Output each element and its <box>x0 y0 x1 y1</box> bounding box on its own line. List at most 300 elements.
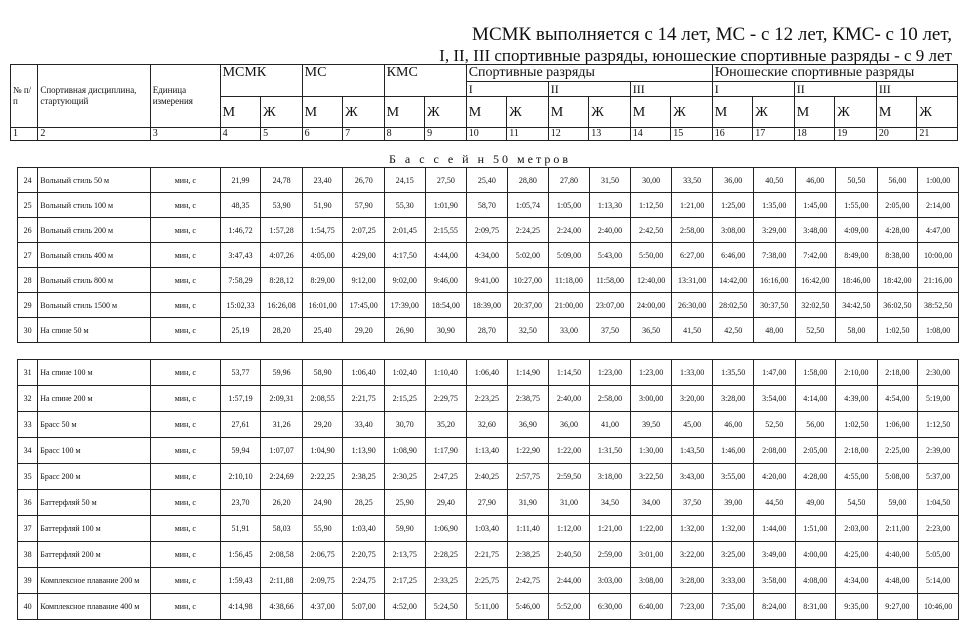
table-row <box>18 243 959 268</box>
value-cell: 36,00 <box>549 412 590 438</box>
column-number: 21 <box>917 128 958 141</box>
value-cell: 1:55,00 <box>836 193 878 218</box>
value-cell: 4:08,00 <box>795 568 836 594</box>
value-cell: 36:02,50 <box>877 293 918 318</box>
value-cell: 44,50 <box>753 490 795 516</box>
value-cell: 9:27,00 <box>877 594 918 620</box>
value-cell: 2:24,00 <box>549 218 590 243</box>
value-cell: 8:24,00 <box>753 594 795 620</box>
value-cell: 48,35 <box>220 193 261 218</box>
value-cell: 1:22,00 <box>549 438 590 464</box>
value-cell: 2:25,75 <box>467 568 508 594</box>
value-cell: 10:00,00 <box>918 243 959 268</box>
discipline-cell: Вольный стиль 50 м <box>38 168 151 193</box>
value-cell: 16:01,00 <box>302 293 343 318</box>
value-cell: 1:46,00 <box>713 438 754 464</box>
value-cell: 2:24,75 <box>343 568 385 594</box>
value-cell: 1:10,40 <box>425 360 467 386</box>
value-cell: 5:43,00 <box>589 243 631 268</box>
value-cell: 46,00 <box>713 412 754 438</box>
column-number: 11 <box>507 128 549 141</box>
value-cell: 2:08,58 <box>261 542 303 568</box>
value-cell: 13:31,00 <box>671 268 713 293</box>
value-cell: 9:35,00 <box>836 594 878 620</box>
value-cell: 26,70 <box>343 168 385 193</box>
value-cell: 2:07,25 <box>343 218 385 243</box>
discipline-cell: На спине 100 м <box>38 360 151 386</box>
gender-w-header: Ж <box>671 97 713 128</box>
value-cell: 16:16,00 <box>753 268 795 293</box>
value-cell: 36,50 <box>631 318 672 343</box>
value-cell: 9:46,00 <box>425 268 467 293</box>
value-cell: 1:06,90 <box>425 516 467 542</box>
discipline-cell: Брасс 50 м <box>38 412 151 438</box>
value-cell: 5:05,00 <box>918 542 959 568</box>
value-cell: 3:03,00 <box>589 568 631 594</box>
value-cell: 33,40 <box>343 412 385 438</box>
results-table-b <box>17 359 959 620</box>
value-cell: 54,50 <box>836 490 878 516</box>
value-cell: 12:40,00 <box>631 268 672 293</box>
value-cell: 1:08,00 <box>918 318 959 343</box>
value-cell: 4:52,00 <box>384 594 425 620</box>
table-row <box>18 594 959 620</box>
value-cell: 29,20 <box>302 412 343 438</box>
table-row <box>18 464 959 490</box>
value-cell: 1:51,00 <box>795 516 836 542</box>
value-cell: 1:31,50 <box>589 438 631 464</box>
value-cell: 4:17,50 <box>384 243 425 268</box>
value-cell: 1:44,00 <box>753 516 795 542</box>
gender-w-header: Ж <box>261 97 303 128</box>
value-cell: 1:11,40 <box>507 516 549 542</box>
value-cell: 1:22,90 <box>507 438 549 464</box>
table-row <box>18 360 959 386</box>
value-cell: 5:46,00 <box>507 594 549 620</box>
value-cell: 5:02,00 <box>507 243 549 268</box>
value-cell: 1:57,28 <box>261 218 303 243</box>
row-number: 37 <box>18 516 38 542</box>
value-cell: 41,00 <box>589 412 631 438</box>
value-cell: 28,25 <box>343 490 385 516</box>
discipline-cell: Вольный стиль 400 м <box>38 243 151 268</box>
gender-m-header: М <box>794 97 835 128</box>
value-cell: 23,40 <box>302 168 343 193</box>
discipline-cell: Комплексное плавание 400 м <box>38 594 151 620</box>
gender-w-header: Ж <box>343 97 385 128</box>
value-cell: 4:28,00 <box>795 464 836 490</box>
gender-w-header: Ж <box>753 97 795 128</box>
value-cell: 1:23,00 <box>631 360 672 386</box>
value-cell: 10:27,00 <box>507 268 549 293</box>
value-cell: 50,50 <box>836 168 878 193</box>
value-cell: 21:00,00 <box>549 293 590 318</box>
youth-rank-1: I <box>712 82 794 97</box>
value-cell: 2:57,75 <box>507 464 549 490</box>
value-cell: 2:40,00 <box>549 386 590 412</box>
value-cell: 40,50 <box>753 168 795 193</box>
column-number: 8 <box>384 128 425 141</box>
value-cell: 1:35,00 <box>753 193 795 218</box>
unit-cell: мин, с <box>150 464 220 490</box>
value-cell: 1:25,00 <box>713 193 754 218</box>
discipline-cell: Вольный стиль 800 м <box>38 268 151 293</box>
value-cell: 2:09,31 <box>261 386 303 412</box>
value-cell: 5:09,00 <box>549 243 590 268</box>
column-number: 10 <box>466 128 507 141</box>
discipline-cell: Вольный стиль 200 м <box>38 218 151 243</box>
discipline-cell: Вольный стиль 1500 м <box>38 293 151 318</box>
value-cell: 3:43,00 <box>671 464 713 490</box>
value-cell: 29,20 <box>343 318 385 343</box>
value-cell: 3:28,00 <box>713 386 754 412</box>
value-cell: 1:04,90 <box>302 438 343 464</box>
value-cell: 1:05,74 <box>507 193 549 218</box>
value-cell: 4:48,00 <box>877 568 918 594</box>
value-cell: 7:38,00 <box>753 243 795 268</box>
value-cell: 2:08,55 <box>302 386 343 412</box>
value-cell: 33,50 <box>671 168 713 193</box>
table-row <box>18 293 959 318</box>
col-youth-ranks-header: Юношеские спортивные разряды <box>712 65 957 82</box>
value-cell: 34:42,50 <box>836 293 878 318</box>
value-cell: 23,70 <box>220 490 261 516</box>
value-cell: 25,90 <box>384 490 425 516</box>
gender-m-header: М <box>466 97 507 128</box>
value-cell: 5:11,00 <box>467 594 508 620</box>
value-cell: 2:10,00 <box>836 360 878 386</box>
value-cell: 33,00 <box>549 318 590 343</box>
column-number: 18 <box>794 128 835 141</box>
value-cell: 5:19,00 <box>918 386 959 412</box>
value-cell: 7:35,00 <box>713 594 754 620</box>
header-line-1: МСМК выполняется с 14 лет, МС - с 12 лет, КМС- с 10 лет, <box>472 24 952 45</box>
value-cell: 21:16,00 <box>918 268 959 293</box>
value-cell: 5:37,00 <box>918 464 959 490</box>
value-cell: 57,90 <box>343 193 385 218</box>
value-cell: 8:29,00 <box>302 268 343 293</box>
value-cell: 3:08,00 <box>631 568 672 594</box>
value-cell: 27,50 <box>425 168 467 193</box>
col-kms-header: КМС <box>384 65 466 97</box>
value-cell: 32,50 <box>507 318 549 343</box>
value-cell: 2:14,00 <box>918 193 959 218</box>
value-cell: 3:25,00 <box>713 542 754 568</box>
value-cell: 1:13,30 <box>589 193 631 218</box>
value-cell: 6:27,00 <box>671 243 713 268</box>
value-cell: 8:38,00 <box>877 243 918 268</box>
value-cell: 4:09,00 <box>836 218 878 243</box>
value-cell: 5:07,00 <box>343 594 385 620</box>
value-cell: 15:02,33 <box>220 293 261 318</box>
value-cell: 2:15,25 <box>384 386 425 412</box>
gender-w-header: Ж <box>835 97 877 128</box>
table-row <box>18 386 959 412</box>
value-cell: 45,00 <box>671 412 713 438</box>
value-cell: 28,70 <box>467 318 508 343</box>
value-cell: 59,00 <box>877 490 918 516</box>
row-number: 28 <box>18 268 38 293</box>
unit-cell: мин, с <box>150 360 220 386</box>
value-cell: 32:02,50 <box>795 293 836 318</box>
value-cell: 1:13,90 <box>343 438 385 464</box>
value-cell: 5:52,00 <box>549 594 590 620</box>
value-cell: 1:43,50 <box>671 438 713 464</box>
value-cell: 1:08,90 <box>384 438 425 464</box>
value-cell: 4:54,00 <box>877 386 918 412</box>
value-cell: 3:54,00 <box>753 386 795 412</box>
value-cell: 49,00 <box>795 490 836 516</box>
value-cell: 36,90 <box>507 412 549 438</box>
column-number-row <box>11 128 958 141</box>
value-cell: 1:22,00 <box>631 516 672 542</box>
value-cell: 48,00 <box>753 318 795 343</box>
table-row <box>18 193 959 218</box>
value-cell: 2:10,10 <box>220 464 261 490</box>
value-cell: 2:40,50 <box>549 542 590 568</box>
value-cell: 18:42,00 <box>877 268 918 293</box>
value-cell: 26:30,00 <box>671 293 713 318</box>
col-unit-header: Единица измерения <box>150 65 220 128</box>
value-cell: 3:08,00 <box>713 218 754 243</box>
value-cell: 4:28,00 <box>877 218 918 243</box>
value-cell: 3:28,00 <box>671 568 713 594</box>
value-cell: 35,20 <box>425 412 467 438</box>
value-cell: 18:54,00 <box>425 293 467 318</box>
value-cell: 58,90 <box>302 360 343 386</box>
value-cell: 3:01,00 <box>631 542 672 568</box>
value-cell: 17:39,00 <box>384 293 425 318</box>
value-cell: 7:42,00 <box>795 243 836 268</box>
column-number: 3 <box>150 128 220 141</box>
value-cell: 37,50 <box>589 318 631 343</box>
table-row <box>18 490 959 516</box>
value-cell: 58,00 <box>836 318 878 343</box>
value-cell: 20:37,00 <box>507 293 549 318</box>
unit-cell: мин, с <box>150 594 220 620</box>
value-cell: 2:24,25 <box>507 218 549 243</box>
row-number: 39 <box>18 568 38 594</box>
column-number: 7 <box>343 128 385 141</box>
value-cell: 30,00 <box>631 168 672 193</box>
value-cell: 1:06,40 <box>343 360 385 386</box>
gender-m-header: М <box>384 97 425 128</box>
value-cell: 2:09,75 <box>302 568 343 594</box>
value-cell: 18:46,00 <box>836 268 878 293</box>
value-cell: 41,50 <box>671 318 713 343</box>
value-cell: 25,40 <box>467 168 508 193</box>
value-cell: 55,30 <box>384 193 425 218</box>
value-cell: 42,50 <box>713 318 754 343</box>
value-cell: 1:13,40 <box>467 438 508 464</box>
value-cell: 1:59,43 <box>220 568 261 594</box>
value-cell: 1:58,00 <box>795 360 836 386</box>
table-row <box>18 438 959 464</box>
value-cell: 31,00 <box>549 490 590 516</box>
value-cell: 2:06,75 <box>302 542 343 568</box>
col-ms-header: МС <box>302 65 384 97</box>
value-cell: 3:47,43 <box>220 243 261 268</box>
value-cell: 46,00 <box>795 168 836 193</box>
value-cell: 2:05,00 <box>795 438 836 464</box>
value-cell: 11:58,00 <box>589 268 631 293</box>
row-number: 34 <box>18 438 38 464</box>
value-cell: 4:40,00 <box>877 542 918 568</box>
row-number: 32 <box>18 386 38 412</box>
table-row <box>18 318 959 343</box>
value-cell: 18:39,00 <box>467 293 508 318</box>
gender-w-header: Ж <box>425 97 467 128</box>
unit-cell: мин, с <box>150 293 220 318</box>
value-cell: 59,94 <box>220 438 261 464</box>
value-cell: 2:28,25 <box>425 542 467 568</box>
value-cell: 2:05,00 <box>877 193 918 218</box>
value-cell: 28,80 <box>507 168 549 193</box>
row-number: 27 <box>18 243 38 268</box>
value-cell: 55,90 <box>302 516 343 542</box>
row-number: 38 <box>18 542 38 568</box>
value-cell: 53,90 <box>261 193 303 218</box>
value-cell: 3:48,00 <box>795 218 836 243</box>
value-cell: 2:18,00 <box>836 438 878 464</box>
column-number: 1 <box>11 128 38 141</box>
discipline-cell: На спине 200 м <box>38 386 151 412</box>
column-number: 5 <box>261 128 303 141</box>
header-line-2: I, II, III спортивные разряды, юношеские спортивные разряды - с 9 лет <box>439 46 952 65</box>
row-number: 25 <box>18 193 38 218</box>
value-cell: 2:40,25 <box>467 464 508 490</box>
value-cell: 14:42,00 <box>713 268 754 293</box>
column-number: 2 <box>38 128 150 141</box>
value-cell: 4:25,00 <box>836 542 878 568</box>
value-cell: 59,96 <box>261 360 303 386</box>
value-cell: 1:35,50 <box>713 360 754 386</box>
discipline-cell: Брасс 100 м <box>38 438 151 464</box>
value-cell: 52,50 <box>753 412 795 438</box>
value-cell: 31,50 <box>589 168 631 193</box>
value-cell: 2:09,75 <box>467 218 508 243</box>
value-cell: 1:06,00 <box>877 412 918 438</box>
value-cell: 56,00 <box>795 412 836 438</box>
value-cell: 1:01,90 <box>425 193 467 218</box>
value-cell: 1:47,00 <box>753 360 795 386</box>
value-cell: 3:22,00 <box>671 542 713 568</box>
value-cell: 5:14,00 <box>918 568 959 594</box>
value-cell: 2:33,25 <box>425 568 467 594</box>
value-cell: 2:11,88 <box>261 568 303 594</box>
value-cell: 37,50 <box>671 490 713 516</box>
value-cell: 2:40,00 <box>589 218 631 243</box>
unit-cell: мин, с <box>150 243 220 268</box>
value-cell: 2:59,50 <box>549 464 590 490</box>
value-cell: 17:45,00 <box>343 293 385 318</box>
value-cell: 2:38,75 <box>507 386 549 412</box>
value-cell: 2:44,00 <box>549 568 590 594</box>
column-number: 6 <box>302 128 343 141</box>
value-cell: 4:14,00 <box>795 386 836 412</box>
row-number: 31 <box>18 360 38 386</box>
value-cell: 51,91 <box>220 516 261 542</box>
table-row <box>18 516 959 542</box>
gender-m-header: М <box>220 97 261 128</box>
value-cell: 1:03,40 <box>467 516 508 542</box>
value-cell: 56,00 <box>877 168 918 193</box>
value-cell: 9:12,00 <box>343 268 385 293</box>
value-cell: 21,99 <box>220 168 261 193</box>
column-number: 13 <box>589 128 631 141</box>
value-cell: 4:34,00 <box>836 568 878 594</box>
value-cell: 1:21,00 <box>671 193 713 218</box>
column-number: 15 <box>671 128 713 141</box>
unit-cell: мин, с <box>150 438 220 464</box>
gender-m-header: М <box>712 97 753 128</box>
value-cell: 1:21,00 <box>589 516 631 542</box>
value-cell: 2:20,75 <box>343 542 385 568</box>
value-cell: 31,90 <box>507 490 549 516</box>
value-cell: 1:03,40 <box>343 516 385 542</box>
value-cell: 25,40 <box>302 318 343 343</box>
value-cell: 7:58,29 <box>220 268 261 293</box>
value-cell: 3:00,00 <box>631 386 672 412</box>
value-cell: 1:23,00 <box>589 360 631 386</box>
unit-cell: мин, с <box>150 193 220 218</box>
value-cell: 8:31,00 <box>795 594 836 620</box>
discipline-cell: На спине 50 м <box>38 318 151 343</box>
value-cell: 25,19 <box>220 318 261 343</box>
value-cell: 3:58,00 <box>753 568 795 594</box>
value-cell: 1:32,00 <box>713 516 754 542</box>
unit-cell: мин, с <box>150 412 220 438</box>
value-cell: 16:42,00 <box>795 268 836 293</box>
value-cell: 30:37,50 <box>753 293 795 318</box>
value-cell: 4:55,00 <box>836 464 878 490</box>
column-number: 17 <box>753 128 795 141</box>
value-cell: 27,61 <box>220 412 261 438</box>
value-cell: 58,70 <box>467 193 508 218</box>
value-cell: 4:44,00 <box>425 243 467 268</box>
value-cell: 1:07,07 <box>261 438 303 464</box>
discipline-cell: Вольный стиль 100 м <box>38 193 151 218</box>
value-cell: 9:41,00 <box>467 268 508 293</box>
col-num-header: № п/п <box>11 65 38 128</box>
value-cell: 28,20 <box>261 318 303 343</box>
row-number: 29 <box>18 293 38 318</box>
section-title: Б а с с е й н 50 метров <box>388 152 571 166</box>
row-number: 40 <box>18 594 38 620</box>
value-cell: 9:02,00 <box>384 268 425 293</box>
row-number: 24 <box>18 168 38 193</box>
value-cell: 4:29,00 <box>343 243 385 268</box>
table-row <box>18 218 959 243</box>
value-cell: 2:38,25 <box>343 464 385 490</box>
page-header <box>439 24 952 66</box>
results-table-a <box>17 167 959 343</box>
value-cell: 1:02,50 <box>836 412 878 438</box>
column-number: 20 <box>876 128 917 141</box>
value-cell: 1:32,00 <box>671 516 713 542</box>
value-cell: 2:24,69 <box>261 464 303 490</box>
value-cell: 2:39,00 <box>918 438 959 464</box>
value-cell: 4:34,00 <box>467 243 508 268</box>
value-cell: 11:18,00 <box>549 268 590 293</box>
value-cell: 8:49,00 <box>836 243 878 268</box>
value-cell: 24,90 <box>302 490 343 516</box>
value-cell: 27,90 <box>467 490 508 516</box>
value-cell: 26,20 <box>261 490 303 516</box>
col-discipline-header: Спортивная дисциплина, стартующий <box>38 65 150 128</box>
value-cell: 5:50,00 <box>631 243 672 268</box>
value-cell: 31,26 <box>261 412 303 438</box>
